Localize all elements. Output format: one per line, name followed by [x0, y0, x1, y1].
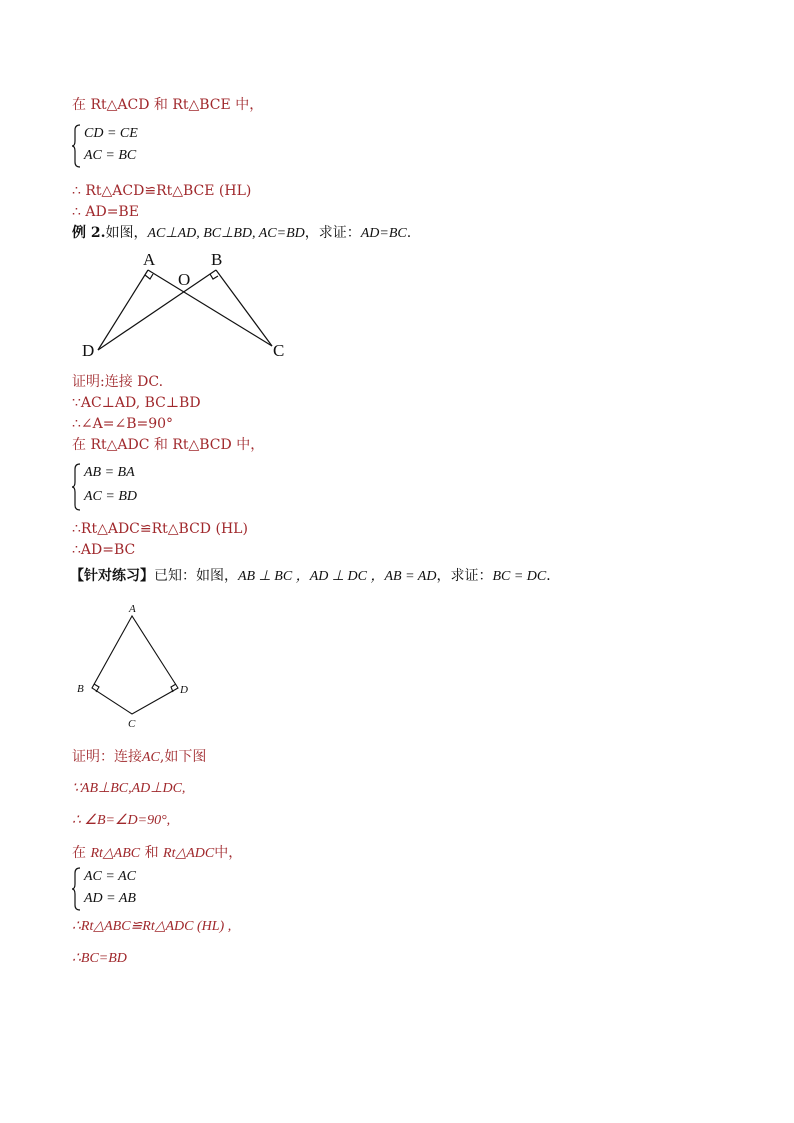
- label-O: O: [178, 270, 191, 289]
- example-text-a: 如图，: [105, 225, 148, 241]
- proof2-line-5: ∴Rt△ADC≌Rt△BCD (HL): [72, 521, 248, 537]
- proof3-line-4-a: 在: [72, 845, 86, 861]
- practice-goal: BC = DC: [492, 569, 547, 584]
- practice-end: ．: [546, 568, 561, 584]
- label-C: C: [273, 341, 285, 360]
- proof3-line-3: ∴ ∠B=∠D=90°,: [72, 813, 171, 828]
- figure-kite: [74, 600, 204, 732]
- example-text-b: ，求证：: [304, 225, 361, 241]
- label-A: A: [143, 250, 156, 269]
- segment-BC: [216, 270, 272, 346]
- segment-AC: [148, 270, 272, 346]
- system-eq-2: AD = AB: [84, 891, 136, 906]
- proof3-line-1: [72, 748, 206, 767]
- practice-statement: [70, 567, 560, 586]
- example-goal: AD=BC: [360, 226, 407, 241]
- equation-system-3: [72, 867, 192, 911]
- proof3-line-2: ∵AB⊥BC,AD⊥DC,: [72, 781, 186, 796]
- proof3-line-4: [72, 844, 242, 863]
- equation-system-2: [72, 463, 192, 511]
- segment-DB: [98, 270, 216, 350]
- system-eq-2: AC = BC: [84, 148, 137, 163]
- label-C: C: [128, 718, 136, 730]
- example-condition: AC⊥AD, BC⊥BD, AC=BD: [147, 226, 305, 241]
- brace-icon: [72, 124, 82, 168]
- system-eq-1: AC = AC: [84, 869, 136, 884]
- label-D: D: [180, 684, 188, 696]
- practice-label: 【针对练习】: [70, 568, 154, 584]
- label-B: B: [77, 683, 84, 695]
- proof3-line-1-text: 证明：连接: [72, 749, 142, 765]
- example-label: 例 2.: [72, 225, 106, 241]
- proof3-line-6: ∴BC=BD: [72, 951, 127, 966]
- brace-icon: [72, 463, 82, 511]
- proof3-line-4-e: 中，: [214, 845, 243, 861]
- proof2-line-3: ∴∠A=∠B=90°: [72, 416, 174, 432]
- therefore-line-1: ∴ Rt△ACD≌Rt△BCE (HL): [72, 183, 252, 199]
- proof3-line-5: ∴Rt△ABC≌Rt△ADC (HL) ,: [72, 919, 232, 934]
- segment-DA: [98, 270, 148, 350]
- proof3-line-4-c: 和: [144, 845, 159, 861]
- proof3-line-4-b: Rt△ABC: [90, 846, 141, 861]
- proof2-line-1: 证明:连接 DC.: [72, 374, 164, 390]
- practice-condition: AB ⊥ BC ，AD ⊥ DC ，AB = AD: [238, 569, 437, 584]
- intro-line: 在 Rt△ACD 和 Rt△BCE 中，: [72, 97, 264, 113]
- kite-shape: [92, 616, 178, 714]
- figure-crossing-triangles: [76, 248, 296, 366]
- equation-system-1: [72, 124, 192, 168]
- label-A: A: [129, 603, 136, 615]
- label-B: B: [211, 250, 223, 269]
- right-angle-A: [145, 274, 153, 279]
- proof3-line-1-var: AC: [142, 750, 160, 765]
- practice-text-b: ，求证：: [436, 568, 493, 584]
- system-eq-1: AB = BA: [84, 465, 135, 480]
- proof2-line-2: ∵AC⊥AD, BC⊥BD: [72, 395, 201, 411]
- proof3-line-4-d: Rt△ADC: [163, 846, 215, 861]
- practice-text-a: 已知：如图，: [154, 568, 238, 584]
- system-eq-1: CD = CE: [84, 126, 138, 141]
- right-angle-B: [210, 274, 218, 279]
- system-eq-2: AC = BD: [84, 489, 137, 504]
- right-angle-B: [94, 684, 99, 692]
- example-end: .: [406, 225, 412, 241]
- proof2-line-6: ∴AD=BC: [72, 542, 136, 558]
- proof3-line-1-end: ,如下图: [159, 749, 207, 765]
- proof2-line-4: 在 Rt△ADC 和 Rt△BCD 中，: [72, 437, 265, 453]
- brace-icon: [72, 867, 82, 911]
- example-2-statement: [72, 224, 411, 243]
- label-D: D: [82, 341, 95, 360]
- therefore-line-2: ∴ AD=BE: [72, 204, 139, 220]
